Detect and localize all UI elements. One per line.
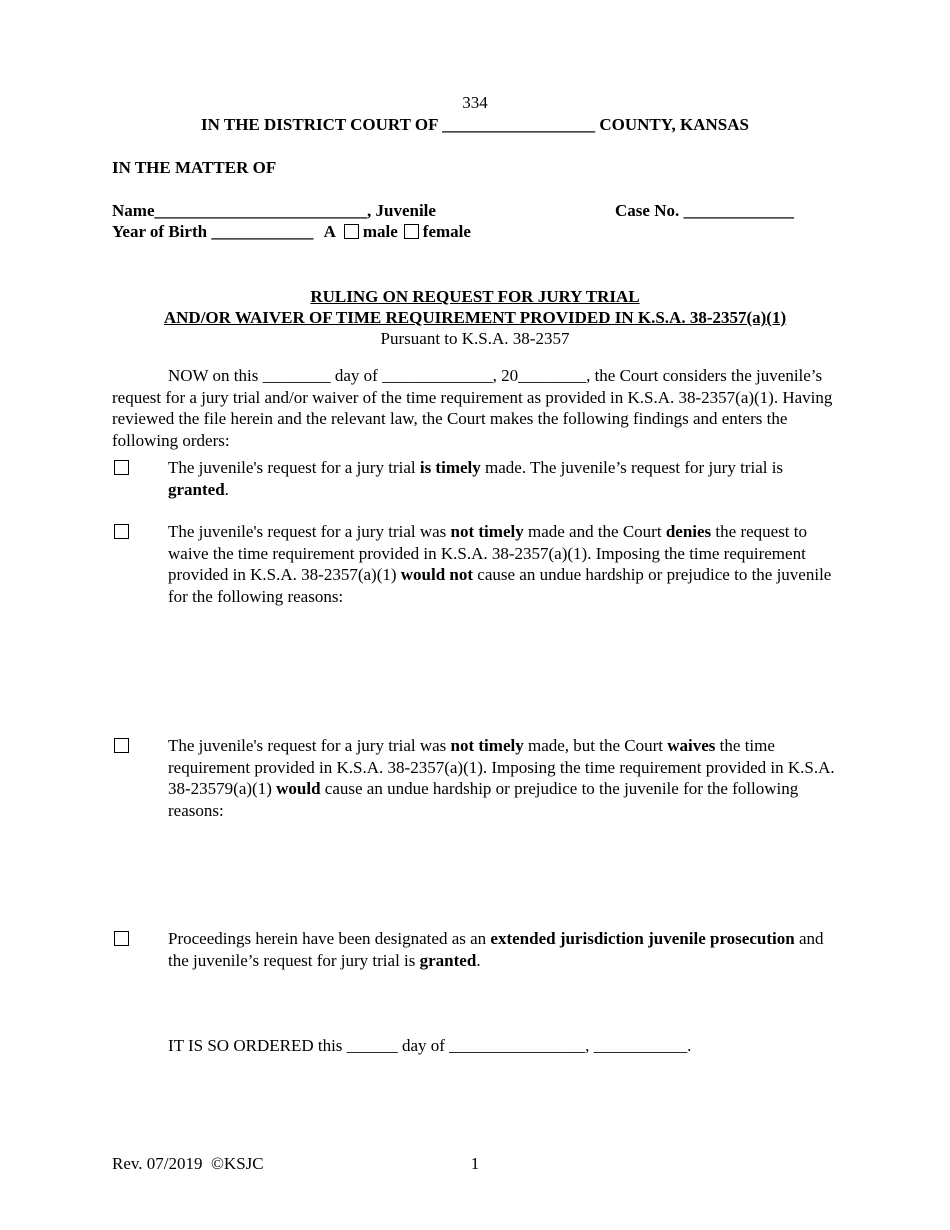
option-text: the time requirement provided in K.S.A. 38-2357(a)(1). Imposing the time requirement provided in K.S.A. 38-23579(a)(1)	[168, 736, 835, 798]
a-label: A	[323, 222, 336, 241]
option-emphasis: waives	[667, 736, 716, 755]
option-text: Proceedings herein have been designated as an	[168, 929, 491, 948]
option-text: The juvenile's request for a jury trial was	[168, 522, 451, 541]
option-denied-text	[168, 521, 843, 607]
option-emphasis: extended jurisdiction juvenile prosecution	[490, 929, 795, 948]
name-label: Name	[112, 201, 155, 220]
option-emphasis: not timely	[450, 522, 524, 541]
court-line-right: COUNTY, KANSAS	[599, 115, 749, 134]
female-checkbox[interactable]	[404, 224, 419, 239]
option-text: cause an undue hardship or prejudice to the juvenile for the following reasons:	[168, 565, 832, 606]
order-text-2: day of	[401, 1036, 445, 1055]
matter-heading: IN THE MATTER OF	[112, 158, 277, 177]
option-text: made and the Court	[523, 522, 666, 541]
case-number-label: Case No.	[615, 201, 680, 220]
female-label: female	[422, 222, 471, 241]
footer-page-number: 1	[470, 1154, 480, 1173]
order-day-field[interactable]: ______	[346, 1036, 398, 1055]
option-emphasis: granted	[168, 479, 225, 499]
county-field[interactable]: __________________	[442, 115, 596, 134]
option-text: and the juvenile’s request for jury trial is	[168, 929, 824, 970]
year-of-birth-field[interactable]: ____________	[211, 222, 314, 241]
order-text-4: .	[687, 1036, 692, 1055]
intro-text-3: , 20	[492, 366, 519, 385]
option-emphasis: would not	[400, 565, 474, 584]
order-month-field[interactable]: ________________	[449, 1036, 586, 1055]
male-label: male	[362, 222, 398, 241]
option-text: cause an undue hardship or prejudice to the juvenile for the following reasons:	[168, 779, 799, 820]
court-line	[0, 114, 950, 136]
case-number-line	[615, 200, 794, 222]
option-denied-checkbox[interactable]	[114, 524, 129, 539]
title-line-3: Pursuant to K.S.A. 38-2357	[380, 329, 570, 348]
name-field[interactable]: _________________________	[154, 201, 367, 220]
option-text: The juvenile's request for a jury trial was	[168, 736, 451, 755]
order-text-3: ,	[585, 1036, 590, 1055]
juvenile-label: , Juvenile	[366, 201, 436, 220]
intro-text-2: day of	[334, 366, 378, 385]
year-field[interactable]: ________	[518, 366, 587, 385]
option-text: The juvenile's request for a jury trial	[168, 458, 420, 477]
case-number-field[interactable]: _____________	[683, 201, 794, 220]
year-of-birth-label: Year of Birth	[112, 222, 208, 241]
name-line	[112, 200, 436, 222]
option-extended-jurisdiction-checkbox[interactable]	[114, 931, 129, 946]
option-text: made, but the Court	[523, 736, 668, 755]
option-emphasis: denies	[665, 522, 712, 541]
court-line-left: IN THE DISTRICT COURT OF	[201, 115, 438, 134]
option-text: .	[224, 479, 229, 499]
order-year-field[interactable]: ___________	[593, 1036, 688, 1055]
title-line-1: RULING ON REQUEST FOR JURY TRIAL	[310, 287, 640, 306]
option-emphasis: granted	[419, 950, 477, 970]
option-waived-text	[168, 735, 843, 821]
option-text: the request to waive the time requirement provided in K.S.A. 38-2357(a)(1). Imposing the time requirement provided in K.S.A. 38-2357(a)(1)	[168, 522, 808, 584]
intro-text-1: NOW on this	[168, 366, 259, 385]
option-waived-checkbox[interactable]	[114, 738, 129, 753]
option-emphasis: not timely	[450, 736, 524, 755]
option-text: made. The juvenile’s request for jury trial is	[480, 458, 784, 477]
option-timely-checkbox[interactable]	[114, 460, 129, 475]
option-text: .	[476, 950, 481, 970]
year-of-birth-line	[112, 221, 471, 243]
option-emphasis: would	[276, 779, 321, 798]
day-field[interactable]: ________	[262, 366, 331, 385]
option-emphasis: is timely	[419, 458, 481, 477]
title-line-2: AND/OR WAIVER OF TIME REQUIREMENT PROVIDED IN K.S.A. 38-2357(a)(1)	[163, 308, 787, 327]
option-timely-text	[168, 457, 843, 500]
order-line	[168, 1035, 691, 1057]
month-field[interactable]: _____________	[382, 366, 493, 385]
intro-paragraph	[112, 365, 837, 451]
revision-note: Rev. 07/2019 ©KSJC	[112, 1154, 264, 1173]
top-page-number: 334	[462, 93, 488, 112]
male-checkbox[interactable]	[344, 224, 359, 239]
order-text-1: IT IS SO ORDERED this	[168, 1036, 343, 1055]
option-extended-jurisdiction-text	[168, 928, 843, 971]
intro-text-4: , the Court considers the juvenile’s request for a jury trial and/or waiver of the time requirement as provided in K.S.A. 38-2357(a)(1). Having reviewed the file herein and the relevant law, the Court makes the following findings and enters the following orders:	[112, 366, 833, 450]
